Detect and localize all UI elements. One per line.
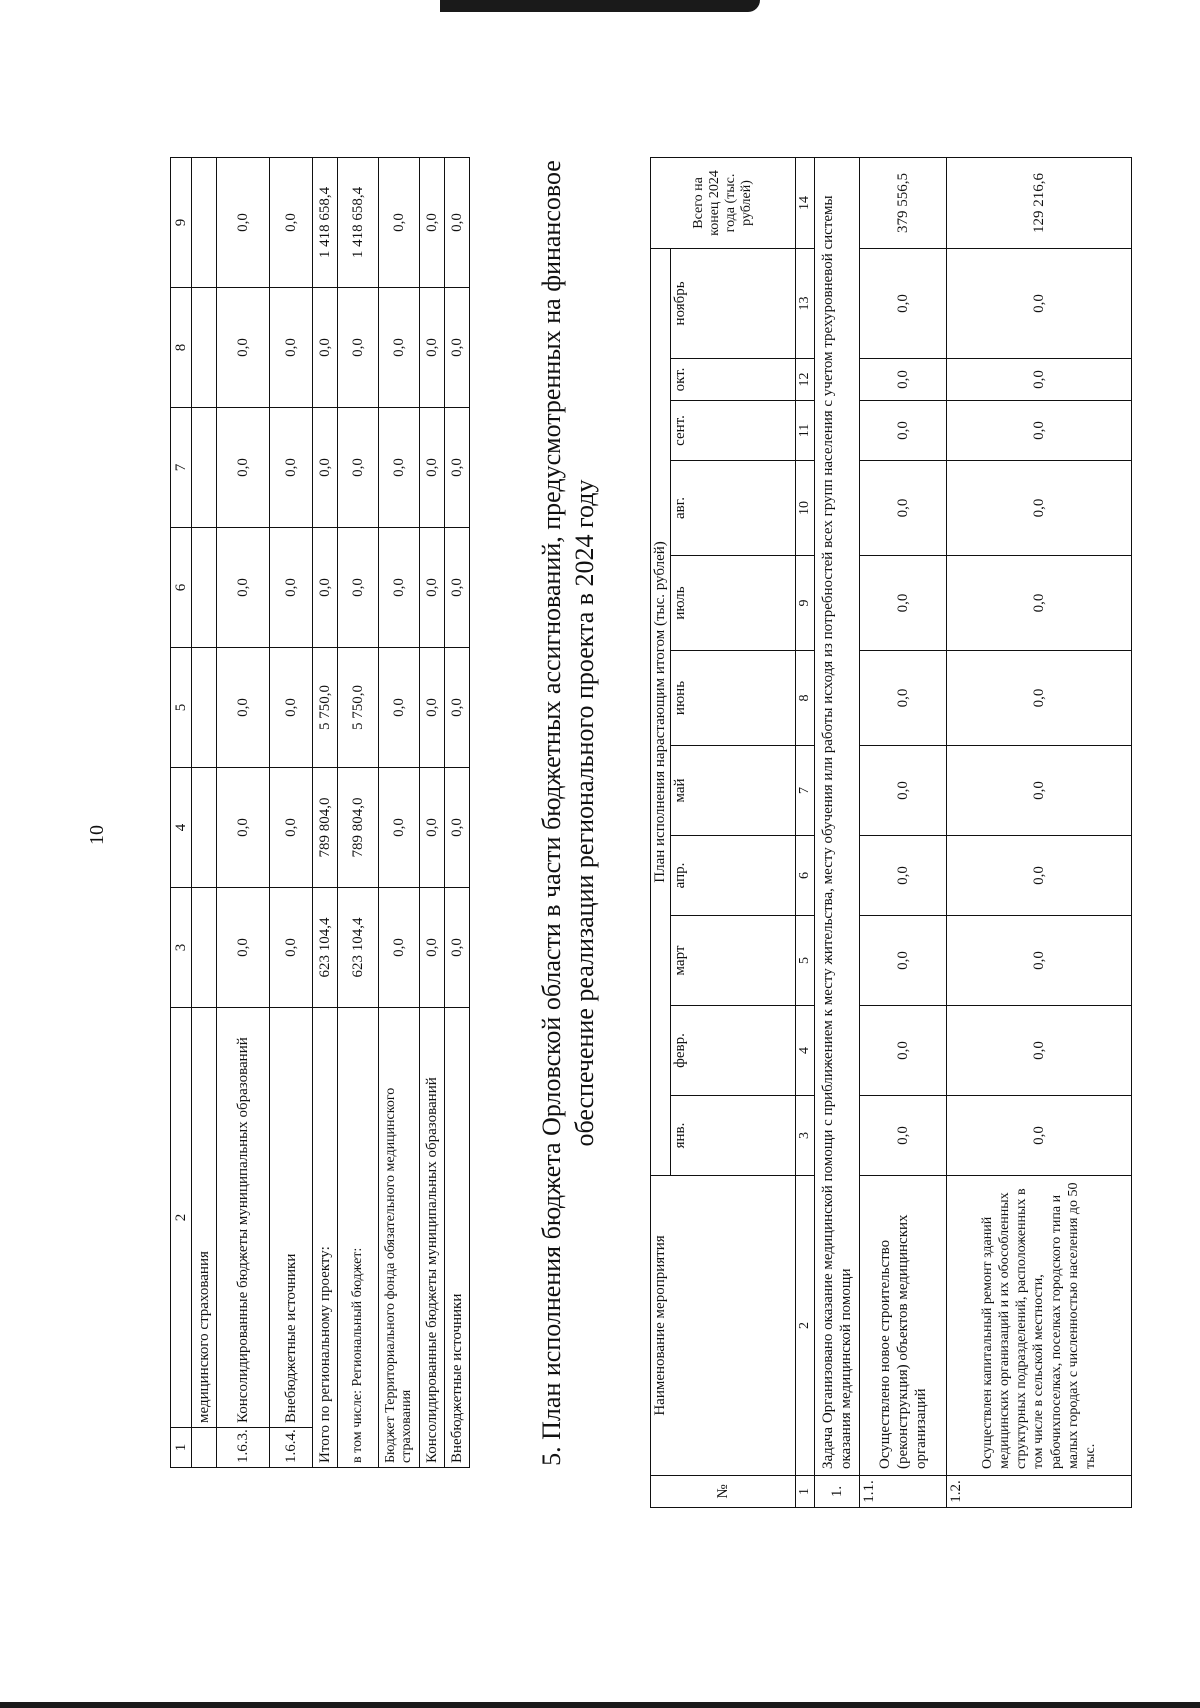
- value-cell: 0,0: [860, 836, 947, 916]
- row-number: 1.6.3.: [217, 1428, 270, 1468]
- value-cell: 0,0: [338, 408, 379, 528]
- row-name: в том числе: Региональный бюджет:: [338, 1008, 379, 1468]
- value-cell: 0,0: [947, 1006, 1132, 1096]
- value-cell: 0,0: [947, 461, 1132, 556]
- month-header: окт.: [671, 359, 796, 401]
- task-text: Задача Организовано оказание медицинской помощи с приближением к месту жительства, месту обучения или работы исходя из потребностей всех групп населения с учетом трехуровневой системы оказания медицинской помощи: [815, 157, 860, 1475]
- table-row: [338, 158, 379, 1468]
- value-cell: 0,0: [860, 401, 947, 461]
- value-cell: 0,0: [860, 1006, 947, 1096]
- value-cell: 0,0: [947, 359, 1132, 401]
- value-cell: 623 104,4: [313, 888, 338, 1008]
- row-name: Консолидированные бюджеты муниципальных образований: [217, 1008, 270, 1428]
- row-name: Итого по региональному проекту:: [313, 1008, 338, 1468]
- header-cell: 1: [171, 1428, 192, 1468]
- value-cell: 5 750,0: [313, 648, 338, 768]
- col-total-header: Всего на конец 2024 года (тыс. рублей): [651, 157, 796, 248]
- row-name: Осуществлено новое строительство (реконструкция) объектов медицинских организаций: [860, 1176, 947, 1476]
- value-cell: 0,0: [313, 408, 338, 528]
- month-header: апр.: [671, 836, 796, 916]
- header-cell: 3: [171, 888, 192, 1008]
- header-cell: 4: [171, 768, 192, 888]
- task-number: 1.: [815, 1476, 860, 1508]
- value-cell: 0,0: [379, 528, 420, 648]
- header-cell: 5: [171, 648, 192, 768]
- month-header: май: [671, 746, 796, 836]
- value-cell: 0,0: [379, 648, 420, 768]
- value-cell: 0,0: [860, 651, 947, 746]
- budget-sources-table: [170, 157, 470, 1468]
- value-cell: 0,0: [947, 651, 1132, 746]
- value-cell: 0,0: [860, 746, 947, 836]
- table-row: [445, 158, 470, 1468]
- value-cell: 0,0: [947, 1096, 1132, 1176]
- table-row: [947, 157, 1132, 1507]
- value-cell: 0,0: [270, 528, 313, 648]
- header-cell: 2: [171, 1008, 192, 1428]
- value-cell: 0,0: [270, 768, 313, 888]
- row-number: [192, 1428, 217, 1468]
- table-row: [192, 158, 217, 1468]
- column-index-row: 1 2 3 4 5 6 7 8 9 10 11 12 13 14: [796, 157, 815, 1507]
- month-header: янв.: [671, 1096, 796, 1176]
- row-name: Консолидированные бюджеты муниципальных образований: [420, 1008, 445, 1468]
- row-name: Осуществлен капитальный ремонт зданий медицинских организаций и их обособленных структурных подразделений, расположенных в том числе в сельской местности, рабочихпоселках, поселках городского типа и малых городах с численностью населения до 50 тыс.: [947, 1176, 1132, 1476]
- value-cell: 0,0: [860, 556, 947, 651]
- value-cell: 0,0: [947, 746, 1132, 836]
- value-cell: 0,0: [420, 288, 445, 408]
- table-row: [420, 158, 445, 1468]
- month-header: авг.: [671, 461, 796, 556]
- value-cell: 1 418 658,4: [313, 158, 338, 288]
- page-number: 10: [86, 825, 108, 845]
- table-row: [860, 157, 947, 1507]
- value-cell: 0,0: [313, 288, 338, 408]
- value-cell: 789 804,0: [338, 768, 379, 888]
- value-cell: 0,0: [217, 408, 270, 528]
- value-cell: 0,0: [270, 888, 313, 1008]
- total-row: [313, 158, 338, 1468]
- value-cell: 0,0: [420, 408, 445, 528]
- value-cell: 0,0: [420, 528, 445, 648]
- value-cell: 0,0: [217, 158, 270, 288]
- value-cell: 0,0: [379, 888, 420, 1008]
- value-cell: 623 104,4: [338, 888, 379, 1008]
- value-cell: 0,0: [860, 359, 947, 401]
- value-cell: 0,0: [947, 401, 1132, 461]
- value-cell: 0,0: [338, 288, 379, 408]
- col-number-header: №: [651, 1476, 796, 1508]
- month-header: февр.: [671, 1006, 796, 1096]
- value-cell: 0,0: [420, 648, 445, 768]
- row-number: 1.1.: [860, 1476, 947, 1508]
- value-cell: 0,0: [379, 408, 420, 528]
- value-cell: 0,0: [445, 528, 470, 648]
- value-cell: 0,0: [860, 1096, 947, 1176]
- col-name-header: Наименование мероприятия: [651, 1176, 796, 1476]
- value-cell: 0,0: [445, 888, 470, 1008]
- task-row: [815, 157, 860, 1507]
- value-cell: 0,0: [947, 916, 1132, 1006]
- value-cell: 0,0: [338, 528, 379, 648]
- value-cell: 0,0: [379, 288, 420, 408]
- month-header: март: [671, 916, 796, 1006]
- row-name: Бюджет Территориального фонда обязательного медицинского страхования: [379, 1008, 420, 1468]
- header-cell: 9: [171, 158, 192, 288]
- month-header: июль: [671, 556, 796, 651]
- value-cell: 0,0: [313, 528, 338, 648]
- value-cell: 0,0: [379, 158, 420, 288]
- value-cell: 0,0: [860, 916, 947, 1006]
- value-cell: 0,0: [270, 288, 313, 408]
- month-header: сент.: [671, 401, 796, 461]
- value-cell: 0,0: [217, 288, 270, 408]
- value-cell: 0,0: [947, 836, 1132, 916]
- value-cell: 0,0: [420, 768, 445, 888]
- row-name: медицинского страхования: [192, 1008, 217, 1428]
- value-cell: 0,0: [445, 768, 470, 888]
- value-cell: 0,0: [445, 648, 470, 768]
- value-cell: 789 804,0: [313, 768, 338, 888]
- month-header: июнь: [671, 651, 796, 746]
- total-cell: 379 556,5: [860, 157, 947, 248]
- table-row: [217, 158, 270, 1468]
- value-cell: 0,0: [420, 888, 445, 1008]
- value-cell: 0,0: [860, 248, 947, 358]
- value-cell: 0,0: [217, 648, 270, 768]
- row-name: Внебюджетные источники: [270, 1008, 313, 1428]
- table-row: [379, 158, 420, 1468]
- value-cell: 0,0: [947, 556, 1132, 651]
- value-cell: 0,0: [217, 528, 270, 648]
- value-cell: 0,0: [379, 768, 420, 888]
- value-cell: 0,0: [445, 408, 470, 528]
- value-cell: 0,0: [217, 888, 270, 1008]
- row-number: 1.6.4.: [270, 1428, 313, 1468]
- total-cell: 129 216,6: [947, 157, 1132, 248]
- table-header-row: [651, 157, 671, 1507]
- budget-execution-plan-table: [650, 157, 1132, 1508]
- value-cell: 5 750,0: [338, 648, 379, 768]
- header-cell: 7: [171, 408, 192, 528]
- value-cell: 0,0: [217, 768, 270, 888]
- value-cell: 0,0: [270, 408, 313, 528]
- row-name: Внебюджетные источники: [445, 1008, 470, 1468]
- value-cell: 0,0: [270, 158, 313, 288]
- value-cell: 0,0: [947, 248, 1132, 358]
- value-cell: 1 418 658,4: [338, 158, 379, 288]
- header-cell: 6: [171, 528, 192, 648]
- value-cell: 0,0: [445, 158, 470, 288]
- value-cell: 0,0: [420, 158, 445, 288]
- row-number: 1.2.: [947, 1476, 1132, 1508]
- value-cell: 0,0: [270, 648, 313, 768]
- col-plan-header: План исполнения нарастающим итогом (тыс. рублей): [651, 248, 671, 1175]
- month-header: ноябрь: [671, 248, 796, 358]
- value-cell: 0,0: [445, 288, 470, 408]
- value-cell: 0,0: [860, 461, 947, 556]
- header-cell: 8: [171, 288, 192, 408]
- table-header-row: [171, 158, 192, 1468]
- section-title: 5. План исполнения бюджета Орловской области в части бюджетных ассигнований, предусмотренных на финансовое обеспечение реализации регионального проекта в 2024 году: [537, 160, 600, 1466]
- table-row: [270, 158, 313, 1468]
